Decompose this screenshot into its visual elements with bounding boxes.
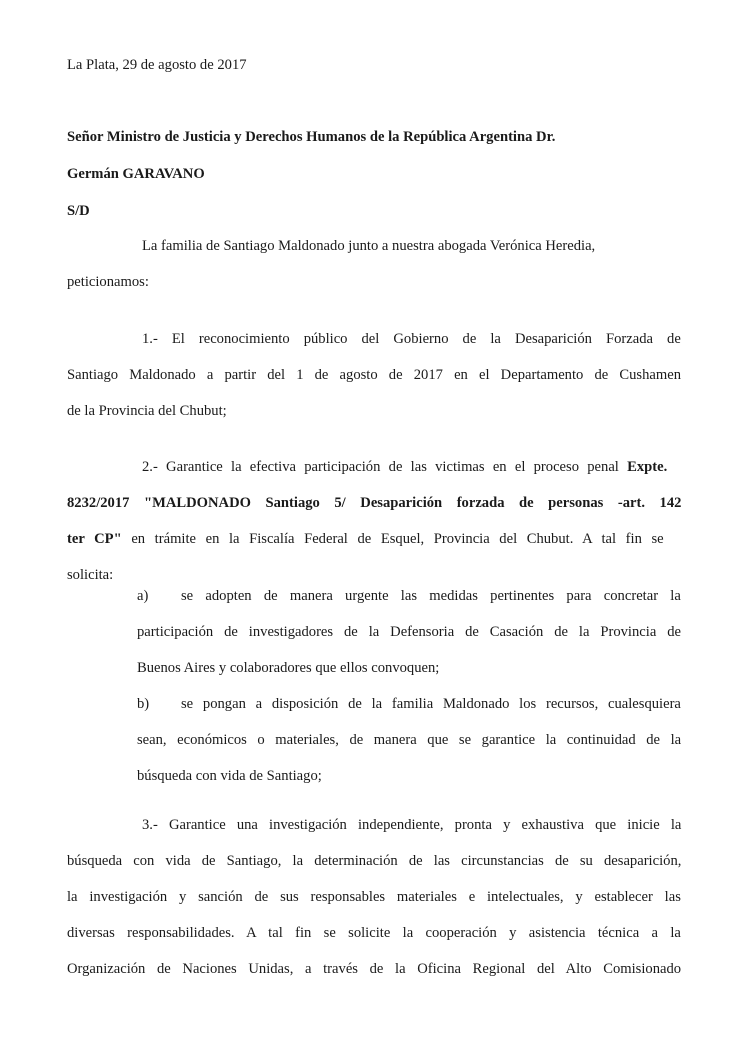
item-3-line-1: 3.- Garantice una investigación independiente, pronta y exhaustiva que inicie la: [142, 817, 682, 833]
addressee-line-2: Germán GARAVANO: [67, 166, 205, 182]
sub-b-line-1-text: se pongan a disposición de la familia Maldonado los recursos, cualesquiera: [181, 696, 681, 712]
sub-b-label: b): [137, 696, 150, 712]
date-line: La Plata, 29 de agosto de 2017: [67, 57, 247, 73]
item-3-line-3: la investigación y sanción de sus responsables materiales e intelectuales, y establecer las: [67, 889, 681, 905]
sub-b-line-1: [137, 695, 681, 713]
item-2-line-2: 8232/2017 "MALDONADO Santiago 5/ Desaparición forzada de personas -art. 142: [67, 495, 682, 511]
item-2-line-3: [67, 530, 664, 548]
sd-line: S/D: [67, 203, 90, 219]
item-2-line-1: [142, 458, 667, 476]
item-1-line-1: 1.- El reconocimiento público del Gobierno de la Desaparición Forzada de: [142, 331, 681, 347]
item-3-line-4: diversas responsabilidades. A tal fin se solicite la cooperación y asistencia técnica a la: [67, 925, 681, 941]
intro-line-2: peticionamos:: [67, 274, 149, 290]
item-2-case-suffix: ter CP": [67, 531, 122, 547]
item-3-line-2: búsqueda con vida de Santiago, la determinación de las circunstancias de su desaparición,: [67, 853, 682, 869]
item-3-line-5: Organización de Naciones Unidas, a través de la Oficina Regional del Alto Comisionado: [67, 961, 682, 977]
item-2-line-3-text: en trámite en la Fiscalía Federal de Esquel, Provincia del Chubut. A tal fin se: [131, 531, 664, 547]
sub-a-line-2: participación de investigadores de la Defensoria de Casación de la Provincia de: [137, 624, 681, 640]
sub-a-line-3: Buenos Aires y colaboradores que ellos convoquen;: [137, 660, 440, 676]
sub-b-line-3: búsqueda con vida de Santiago;: [137, 768, 322, 784]
sub-a-line-1: [137, 587, 681, 605]
sub-a-label: a): [137, 588, 149, 604]
item-2-line-4: solicita:: [67, 567, 114, 583]
expediente-label: Expte.: [627, 459, 668, 475]
item-2-line-1-text: 2.- Garantice la efectiva participación de las victimas en el proceso penal: [142, 459, 619, 475]
item-1-line-2: Santiago Maldonado a partir del 1 de agosto de 2017 en el Departamento de Cushamen: [67, 367, 682, 383]
addressee-line-1: Señor Ministro de Justicia y Derechos Humanos de la República Argentina Dr.: [67, 129, 556, 145]
sub-b-line-2: sean, económicos o materiales, de manera que se garantice la continuidad de la: [137, 732, 682, 748]
sub-a-line-1-text: se adopten de manera urgente las medidas pertinentes para concretar la: [181, 588, 681, 604]
intro-line-1: La familia de Santiago Maldonado junto a nuestra abogada Verónica Heredia,: [142, 238, 596, 254]
item-1-line-3: de la Provincia del Chubut;: [67, 403, 227, 419]
